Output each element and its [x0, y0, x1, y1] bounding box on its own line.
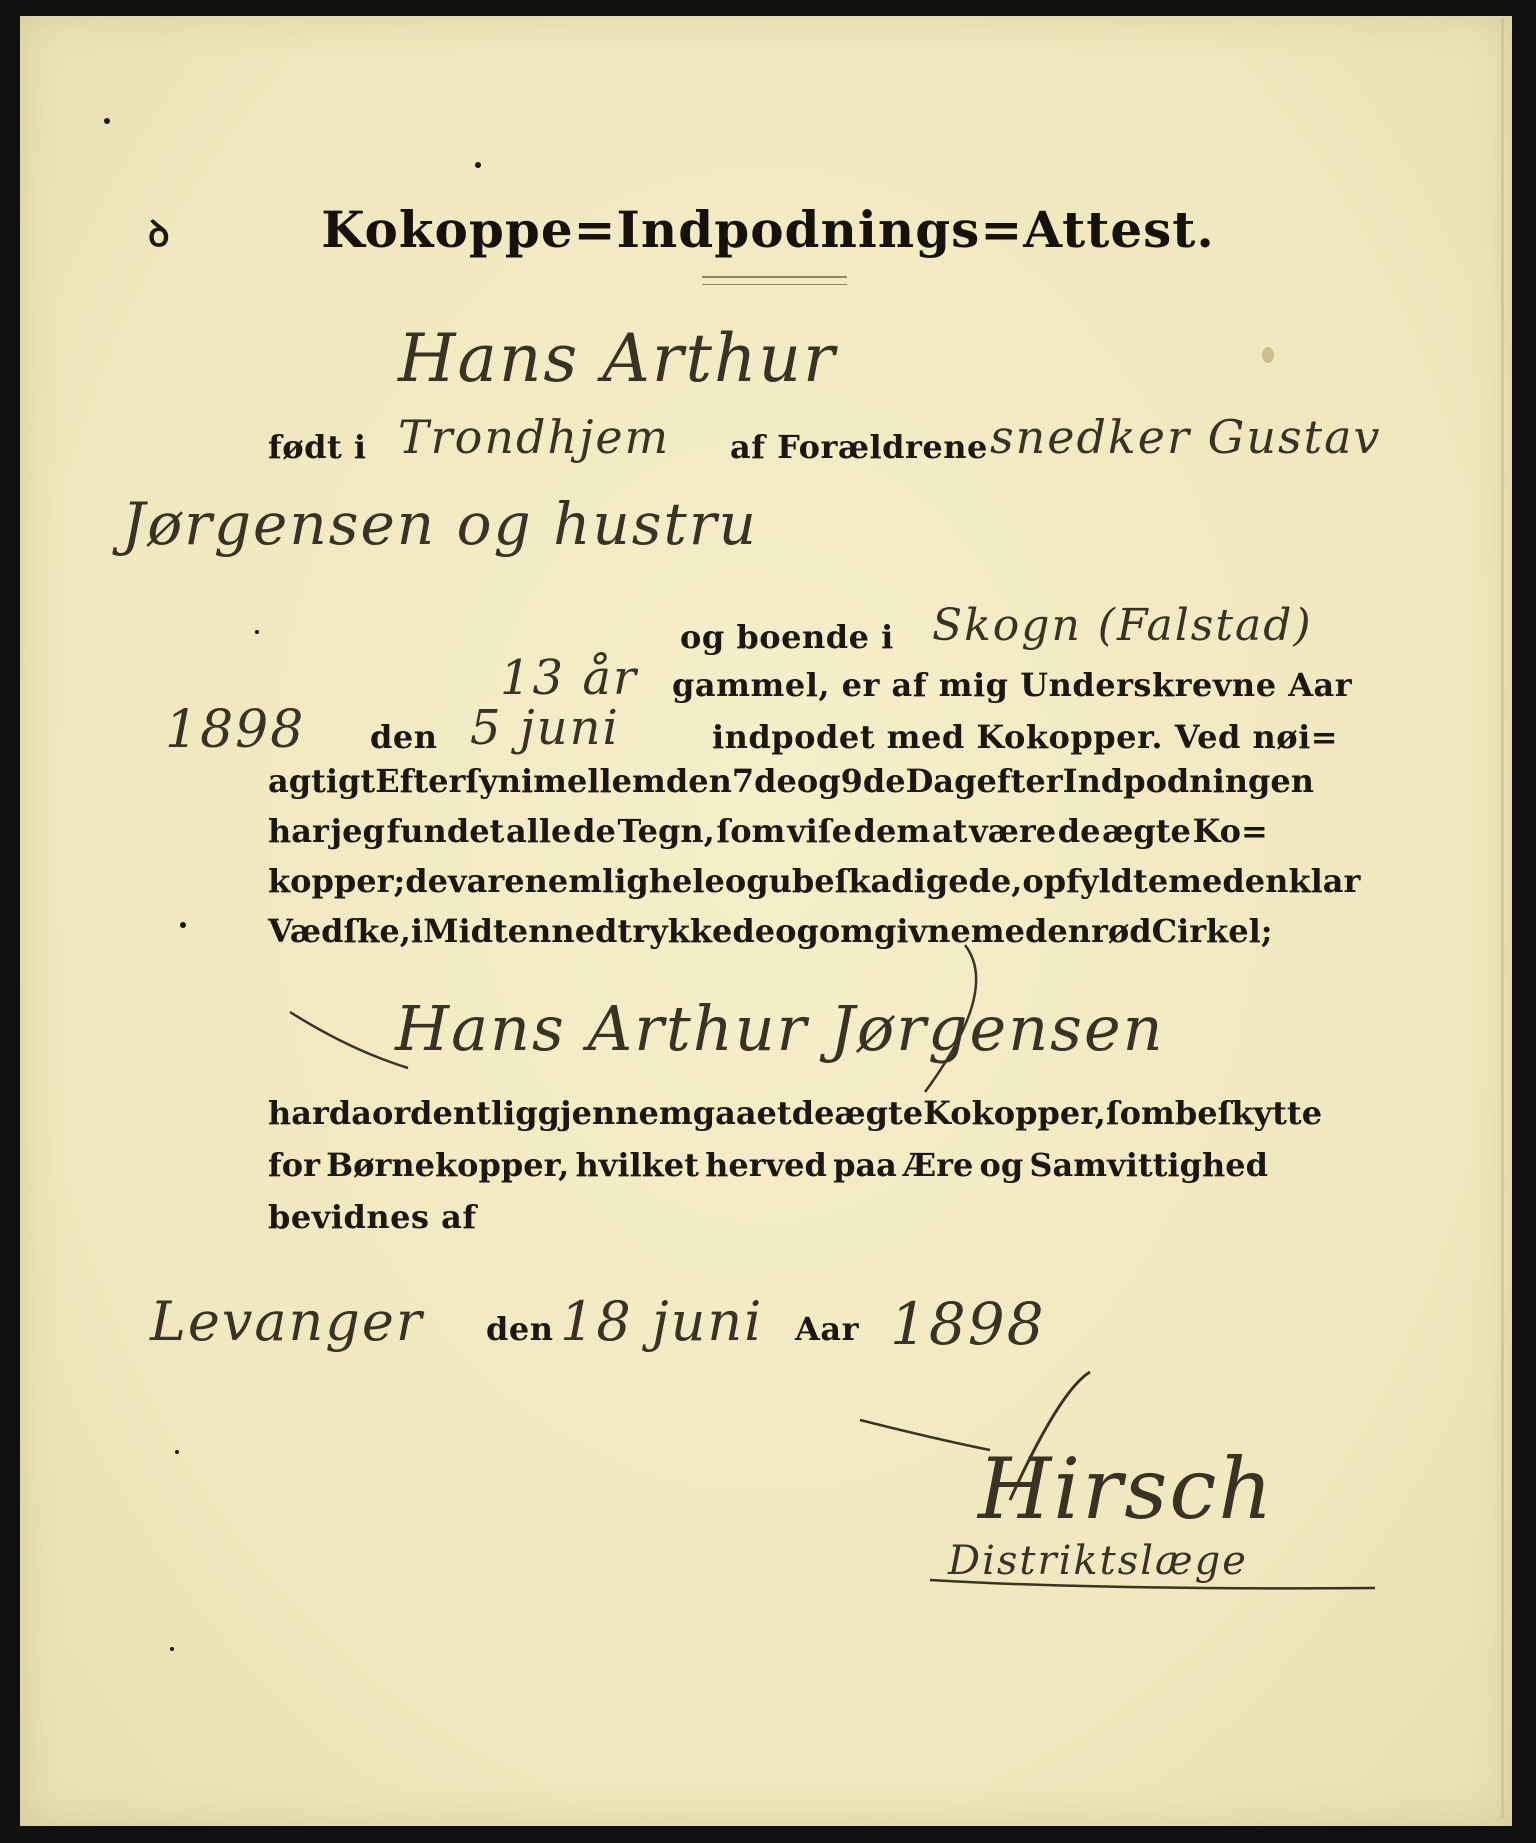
residence: Skogn (Falstad) — [932, 600, 1313, 651]
word: gjennemgaaet — [537, 1094, 792, 1132]
signature: Hirsch — [978, 1440, 1275, 1538]
word: Tegn, — [617, 812, 715, 850]
word: Midten — [423, 912, 552, 950]
paper-edge — [1501, 18, 1504, 1818]
parents-label: af Forældrene — [730, 428, 988, 466]
vaccinated-text: indpodet med Kokopper. Ved nøi= — [712, 718, 1339, 756]
word: Dag — [905, 762, 977, 800]
stray-mark — [1262, 347, 1274, 363]
word: Samvittighed — [1029, 1146, 1268, 1184]
stray-mark — [180, 922, 186, 928]
child-name: Hans Arthur — [398, 320, 837, 397]
word: efter — [976, 762, 1063, 800]
word: og — [775, 912, 819, 950]
den-label: den — [370, 718, 438, 756]
stray-mark — [170, 1647, 174, 1651]
confirm-line — [268, 1094, 1323, 1132]
vaccination-year: 1898 — [165, 700, 306, 760]
den-label-2: den — [486, 1310, 554, 1348]
word: omgivne — [818, 912, 971, 950]
word: agtigt — [268, 762, 376, 800]
word: ſom — [1105, 1094, 1175, 1132]
word: beſkytte — [1174, 1094, 1323, 1132]
word: en — [1047, 912, 1091, 950]
word: de — [405, 862, 449, 900]
word: rød — [1090, 912, 1152, 950]
stray-mark — [475, 162, 481, 168]
word: 7de — [731, 762, 797, 800]
corner-mark: ꝺ — [148, 213, 171, 255]
word: for — [268, 1146, 320, 1184]
word: en — [1244, 862, 1289, 900]
word: 9de — [840, 762, 906, 800]
word: ſom — [716, 812, 786, 850]
word: dem — [853, 812, 931, 850]
word: har — [268, 812, 329, 850]
word: Cirkel; — [1151, 912, 1273, 950]
word: de — [791, 1094, 835, 1132]
signing-date: 18 juni — [560, 1290, 764, 1353]
word: og — [796, 762, 841, 800]
word: Børnekopper, — [326, 1146, 570, 1184]
word: alle — [506, 812, 572, 850]
word: fundet — [386, 812, 505, 850]
signing-year: 1898 — [890, 1290, 1046, 1358]
word: hvilket — [575, 1146, 699, 1184]
word: vare — [448, 862, 525, 900]
stray-mark — [104, 118, 110, 124]
full-name: Hans Arthur Jørgensen — [395, 992, 1165, 1065]
word: ægte — [834, 1094, 924, 1132]
signature-title: Distriktslæge — [948, 1538, 1248, 1584]
body-line — [268, 862, 1361, 900]
word: Indpodningen — [1062, 762, 1314, 800]
word: viſe — [787, 812, 852, 850]
birthplace: Trondhjem — [398, 410, 671, 464]
body-line — [268, 762, 1314, 800]
word: ægte — [1102, 812, 1191, 850]
word: Kokopper, — [923, 1094, 1106, 1132]
confirm-line — [268, 1146, 1268, 1184]
document-title: Kokoppe=Indpodnings=Attest. — [321, 200, 1215, 259]
word: de — [573, 812, 616, 850]
word: den — [665, 762, 732, 800]
parents-line2: Jørgensen og hustru — [122, 490, 758, 558]
stray-mark — [175, 1450, 179, 1454]
place: Levanger — [150, 1290, 424, 1353]
word: imellem — [520, 762, 666, 800]
title-rule — [702, 276, 847, 285]
word: være — [969, 812, 1057, 850]
age-text: gammel, er af mig Underskrevne Aar — [672, 666, 1353, 704]
word: opfyldte — [1022, 862, 1169, 900]
word: nemlig — [524, 862, 649, 900]
word: med — [970, 912, 1048, 950]
word: Ko= — [1192, 812, 1268, 850]
word: ubeſkadigede, — [768, 862, 1023, 900]
word: Efterſyn — [375, 762, 521, 800]
word: Vædſke, — [268, 912, 411, 950]
born-label: født i — [268, 428, 367, 466]
word: jeg — [330, 812, 385, 850]
word: og — [724, 862, 769, 900]
word: og — [979, 1146, 1024, 1184]
body-line — [268, 812, 1268, 850]
word: paa — [833, 1146, 897, 1184]
age-value: 13 år — [500, 650, 638, 706]
parents-line1: snedker Gustav — [990, 410, 1382, 464]
word: at — [931, 812, 968, 850]
stray-mark — [255, 630, 259, 634]
word: herved — [705, 1146, 827, 1184]
residence-label: og boende i — [680, 618, 894, 656]
word: kopper; — [268, 862, 406, 900]
word: da — [328, 1094, 372, 1132]
word: ordentlig — [371, 1094, 538, 1132]
body-line — [268, 912, 1273, 950]
aar-label: Aar — [795, 1310, 859, 1348]
word: har — [268, 1094, 329, 1132]
word: klar — [1288, 862, 1361, 900]
word: Ære — [903, 1146, 974, 1184]
word: i — [410, 912, 424, 950]
word: med — [1168, 862, 1245, 900]
attested-label: bevidnes af — [268, 1198, 477, 1236]
word: de — [1057, 812, 1101, 850]
word: nedtrykkede — [551, 912, 776, 950]
word: hele — [648, 862, 725, 900]
vaccination-date: 5 juni — [470, 700, 620, 756]
